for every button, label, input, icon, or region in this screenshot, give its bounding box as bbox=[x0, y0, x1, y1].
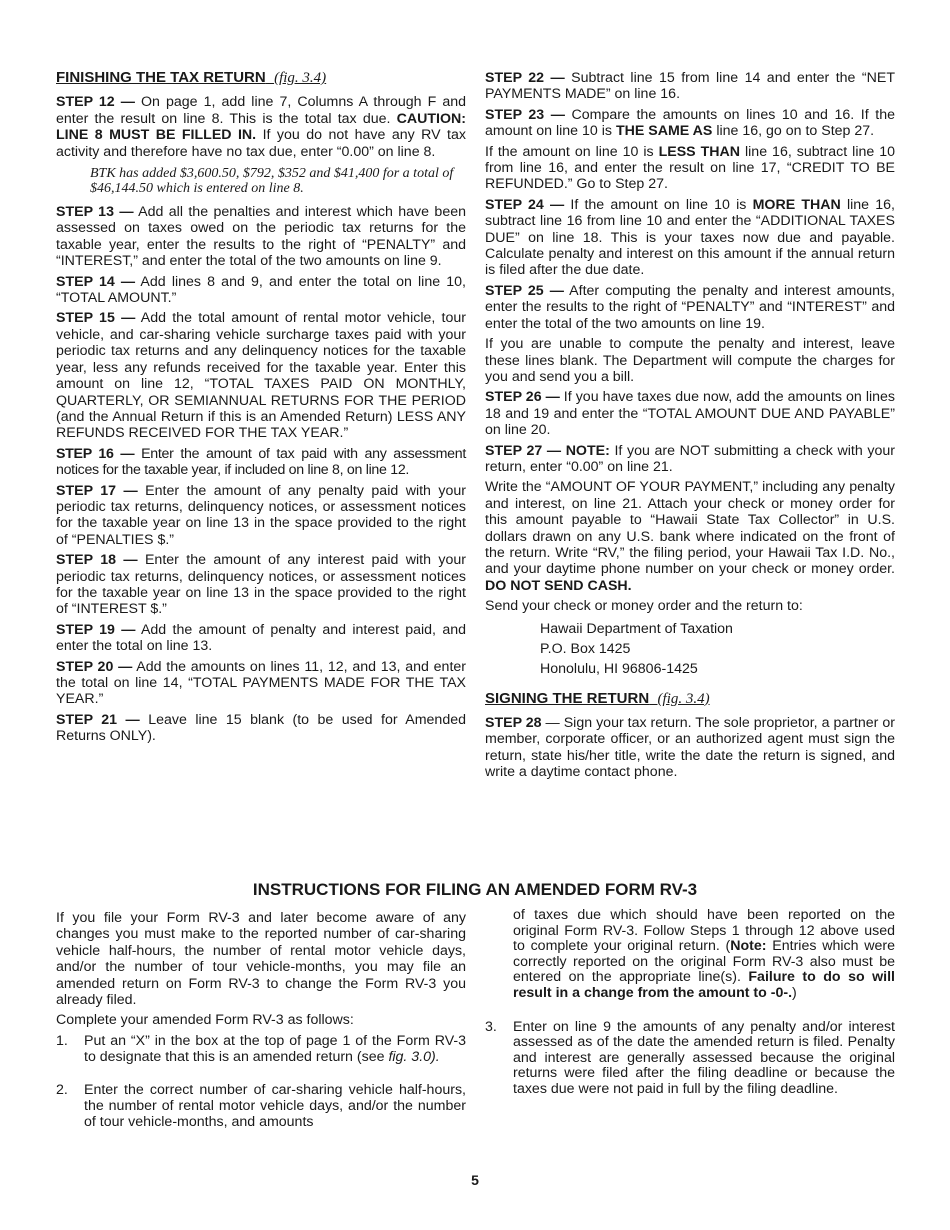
amended-item-2-number: 2. bbox=[56, 1081, 68, 1098]
step-21 bbox=[56, 712, 466, 745]
amended-item-2-text: Enter the correct number of car-sharing vehicle half-hours, the number of rental motor vehicle days, and/or the number of tour vehicle-months, and amounts bbox=[84, 1081, 466, 1131]
page-number: 5 bbox=[471, 1172, 479, 1188]
step-12-text-1: On page 1, add line 7, Columns A through F and enter the result on line 8. This is the total tax due. bbox=[56, 94, 466, 127]
step-25-label: STEP 25 — bbox=[485, 282, 564, 299]
step-13-label: STEP 13 — bbox=[56, 204, 134, 221]
step-23-text-1: Compare the amounts on lines 10 and 16. If the amount on line 10 is bbox=[485, 106, 895, 140]
step-18-text: Enter the amount of any interest paid with your periodic tax returns, delinquency notices, or assessment notices for the taxable year on line 13 in the space provided to the right of “INTEREST $.” bbox=[56, 552, 466, 618]
step-28-text: — Sign your tax return. The sole proprietor, a partner or member, corporate officer, or an authorized agent must sign the return, state his/her title, write the date the return is signed, and write a daytime contact phone. bbox=[485, 715, 895, 781]
step-28 bbox=[485, 715, 895, 781]
finishing-heading-fig: (fig. 3.4) bbox=[274, 70, 327, 86]
amended-right-column bbox=[485, 908, 895, 1108]
step-26-label: STEP 26 — bbox=[485, 389, 560, 406]
finishing-heading bbox=[56, 70, 466, 86]
item-2-cont-text-2: Entries which were correctly reported on the original Form RV-3 also must be entered on the appropriate line(s). bbox=[513, 938, 895, 986]
item-2-cont-text-3: ) bbox=[792, 984, 797, 1001]
step-20 bbox=[56, 659, 466, 708]
step-23-label: STEP 23 — bbox=[485, 106, 565, 123]
step-12-text-2: If you do not have any RV tax activity and therefore have no tax due, enter “0.00” on line 8. bbox=[56, 127, 466, 160]
amended-intro: If you file your Form RV-3 and later become aware of any changes you must make to the reported number of car-sharing vehicle half-hours, the number of rental motor vehicle days, and/or the number of tour vehicle-months, you may file an amended return on Form RV-3 to change the Form RV-3 you already filed. bbox=[56, 910, 466, 1009]
step-17 bbox=[56, 483, 466, 549]
no-cash-warning: DO NOT SEND CASH. bbox=[485, 577, 632, 594]
step-17-label: STEP 17 — bbox=[56, 482, 138, 499]
step-18-label: STEP 18 — bbox=[56, 552, 138, 569]
less-than-paragraph bbox=[485, 144, 895, 193]
step-27-text: If you are NOT submitting a check with your return, enter “0.00” on line 21. bbox=[485, 442, 895, 475]
step-23 bbox=[485, 107, 895, 140]
amended-left-column bbox=[56, 910, 466, 1141]
signing-heading bbox=[485, 691, 895, 707]
step-22 bbox=[485, 70, 895, 103]
step-14-text: Add lines 8 and 9, and enter the total on line 10, “TOTAL AMOUNT.” bbox=[56, 273, 466, 307]
step-24-text-2: line 16, subtract line 16 from line 10 and enter the “ADDITIONAL TAXES DUE” on line 18. This is your taxes now due and payable. Calculate penalty and interest on this amount if the annual return is filed after the due date. bbox=[485, 196, 895, 279]
amended-item-1-fig: fig. 3.0). bbox=[388, 1049, 440, 1066]
step-16-label: STEP 16 — bbox=[56, 445, 135, 462]
step-17-text: Enter the amount of any penalty paid with your periodic tax returns, delinquency notices, or assessment notices for the taxable year on line 13 in the space provided to the right of “PENALTIES $.” bbox=[56, 482, 466, 548]
step-25 bbox=[485, 283, 895, 332]
step-26-text: If you have taxes due now, add the amounts on lines 18 and 19 and enter the “TOTAL AMOUNT DUE AND PAYABLE” on line 20. bbox=[485, 389, 895, 439]
step-12 bbox=[56, 94, 466, 160]
step-28-label: STEP 28 bbox=[485, 715, 542, 731]
amended-item-1 bbox=[56, 1033, 466, 1066]
address-line-1: Hawaii Department of Taxation bbox=[540, 620, 733, 637]
amended-item-3-number: 3. bbox=[485, 1018, 497, 1035]
amended-item-3-text: Enter on line 9 the amounts of any penalty and/or interest assessed as of the date the amended return is filed. Penalty and interest are generally assessed because the original returns were filed after the filing deadline or because the taxes due were not paid in full by the filing deadline. bbox=[513, 1018, 895, 1097]
step-13-text: Add all the penalties and interest which have been assessed on taxes owed on the periodic tax returns for the taxable year, enter the results to the right of “PENALTY” and “INTEREST,” and enter the total of the two amounts on line 9. bbox=[56, 204, 466, 270]
signing-heading-fig: (fig. 3.4) bbox=[657, 690, 710, 707]
left-column bbox=[56, 70, 466, 749]
step-27-label: STEP 27 — NOTE: bbox=[485, 442, 610, 459]
step-22-label: STEP 22 — bbox=[485, 70, 565, 86]
amended-item-1-number: 1. bbox=[56, 1032, 68, 1049]
step-26 bbox=[485, 389, 895, 438]
step-16-text: Enter the amount of tax paid with any assessment notices for the taxable year, if included on line 8, on line 12. bbox=[56, 445, 466, 479]
step-15 bbox=[56, 310, 466, 441]
send-to-line: Send your check or money order and the return to: bbox=[485, 598, 803, 615]
step-12-label: STEP 12 — bbox=[56, 94, 135, 111]
right-column bbox=[485, 70, 895, 785]
step-23-text-2: line 16, go on to Step 27. bbox=[712, 123, 875, 140]
less-than-text-1: If the amount on line 10 is bbox=[485, 143, 659, 160]
amended-item-3 bbox=[485, 1020, 895, 1098]
step-23-same-as: THE SAME AS bbox=[615, 123, 713, 140]
step-24-text-1: If the amount on line 10 is bbox=[564, 196, 753, 213]
step-14 bbox=[56, 274, 466, 307]
step-16 bbox=[56, 446, 466, 479]
mailing-address bbox=[540, 619, 895, 679]
step-24-more-than: MORE THAN bbox=[752, 196, 841, 213]
step-22-text: Subtract line 15 from line 14 and enter the “NET PAYMENTS MADE” on line 16. bbox=[485, 70, 895, 103]
step-19-label: STEP 19 — bbox=[56, 621, 136, 638]
step-21-label: STEP 21 — bbox=[56, 711, 140, 728]
step-18 bbox=[56, 552, 466, 618]
write-amount-paragraph bbox=[485, 479, 895, 594]
step-14-label: STEP 14 — bbox=[56, 273, 136, 290]
amended-item-2-continued bbox=[485, 908, 895, 1002]
step-15-label: STEP 15 — bbox=[56, 310, 136, 327]
step-27 bbox=[485, 443, 895, 476]
amended-complete-line: Complete your amended Form RV-3 as follows: bbox=[56, 1012, 354, 1029]
step-15-text: Add the total amount of rental motor vehicle, tour vehicle, and car-sharing vehicle surcharge taxes paid with your periodic tax returns and any delinquency notices for the taxable year, less any refunds received for the taxable year. Enter this amount on line 12, “TOTAL TAXES PAID ON MONTHLY, QUARTERLY, OR SEMIANNUAL RETURNS FOR THE PERIOD (and the Annual Return if this is an Amended Return) LESS ANY REFUNDS RECEIVED FOR THE TAX YEAR.” bbox=[56, 310, 467, 442]
amended-item-2 bbox=[56, 1082, 466, 1131]
btk-note: BTK has added $3,600.50, $792, $352 and $41,400 for a total of $46,144.50 which is entered on line 8. bbox=[90, 166, 454, 197]
item-2-cont-note-label: Note: bbox=[730, 938, 767, 955]
amended-item-1-text: Put an “X” in the box at the top of page 1 of the Form RV-3 to designate that this is an amended return (see bbox=[84, 1032, 466, 1066]
amended-title: INSTRUCTIONS FOR FILING AN AMENDED FORM RV-3 bbox=[252, 880, 698, 899]
less-than-bold: LESS THAN bbox=[658, 143, 741, 160]
write-amount-text: Write the “AMOUNT OF YOUR PAYMENT,” including any penalty and interest, on line 21. Attach your check or money order for this amount payable to “Hawaii State Tax Collector” in U.S. dollars drawn on any U.S. bank where indicated on the front of the return. Write “RV,” the filing period, your Hawaii Tax I.D. No., and your daytime phone number on your check or money order. bbox=[485, 479, 895, 578]
item-2-cont-text-1: of taxes due which should have been reported on the original Form RV-3. Follow Steps 1 through 12 above used to complete your original return. ( bbox=[513, 907, 895, 955]
step-24 bbox=[485, 197, 895, 279]
step-25-text: After computing the penalty and interest amounts, enter the results to the right of “PENALTY” and “INTEREST” and enter the total of the two amounts on line 19. bbox=[485, 282, 895, 332]
step-20-label: STEP 20 — bbox=[56, 658, 133, 675]
address-line-3: Honolulu, HI 96806-1425 bbox=[540, 660, 698, 677]
step-19 bbox=[56, 622, 466, 655]
step-13 bbox=[56, 204, 466, 270]
step-21-text: Leave line 15 blank (to be used for Amended Returns ONLY). bbox=[56, 711, 466, 745]
finishing-heading-text: FINISHING THE TAX RETURN bbox=[56, 69, 266, 86]
step-20-text: Add the amounts on lines 11, 12, and 13, and enter the total on line 14, “TOTAL PAYMENTS MADE FOR THE TAX YEAR.” bbox=[56, 658, 466, 708]
step-19-text: Add the amount of penalty and interest paid, and enter the total on line 13. bbox=[56, 621, 466, 655]
step-12-caution: CAUTION: LINE 8 MUST BE FILLED IN. bbox=[56, 110, 466, 144]
item-2-cont-failure-warning: Failure to do so will result in a change from the amount to -0-. bbox=[513, 969, 895, 1001]
step-24-label: STEP 24 — bbox=[485, 196, 565, 213]
address-line-2: P.O. Box 1425 bbox=[540, 640, 631, 657]
less-than-text-2: line 16, subtract line 10 from line 16, and enter the result on line 17, “CREDIT TO BE REFUNDED.” Go to Step 27. bbox=[485, 143, 896, 193]
unable-paragraph: If you are unable to compute the penalty and interest, leave these lines blank. The Department will compute the charges for you and send you a bill. bbox=[485, 336, 895, 385]
signing-heading-text: SIGNING THE RETURN bbox=[485, 689, 650, 707]
